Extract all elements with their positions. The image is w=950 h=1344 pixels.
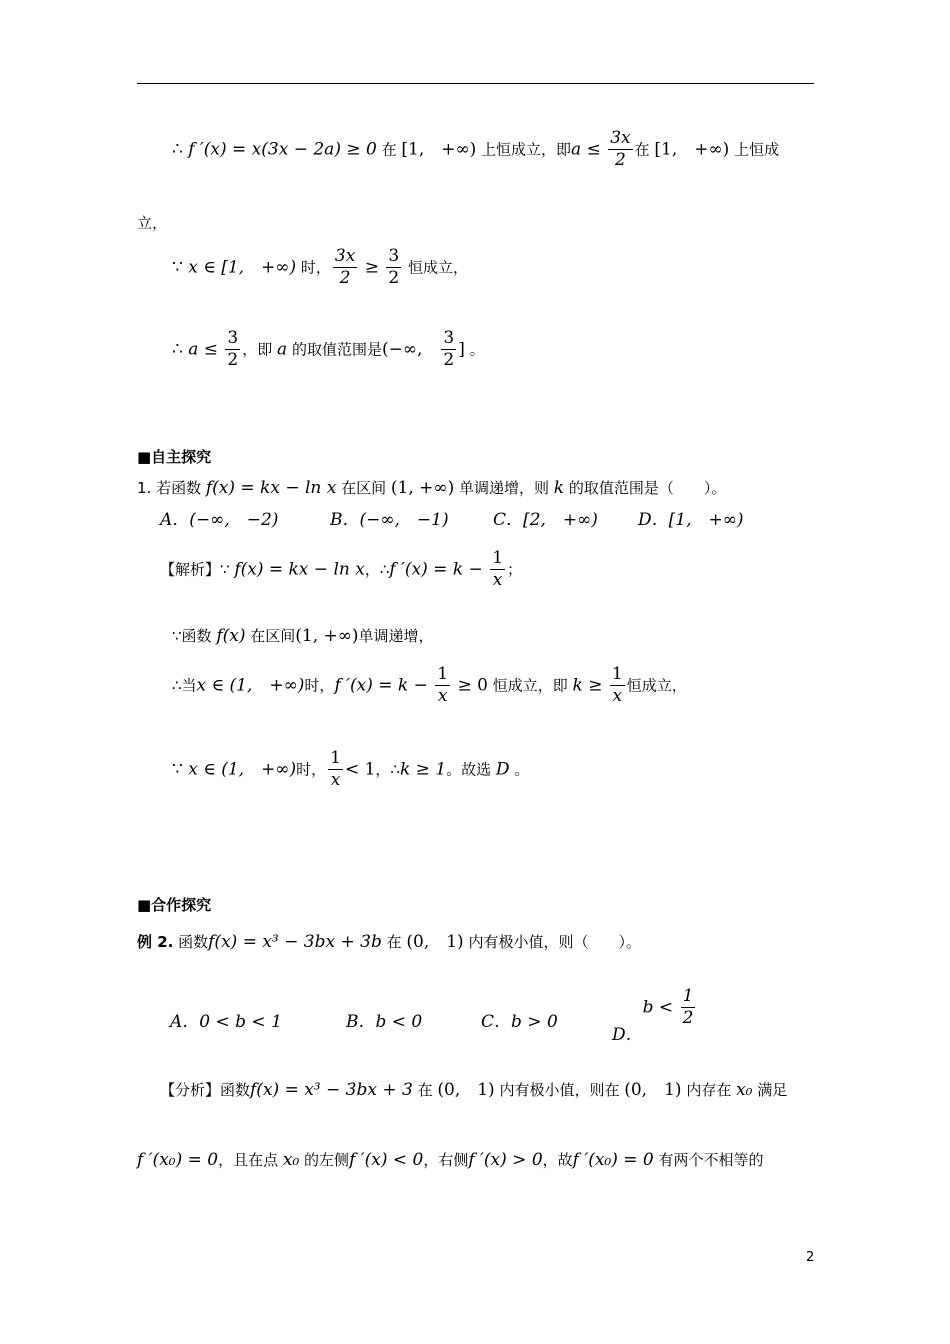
solution-line-2: 立，: [137, 214, 168, 232]
fraction: $\frac{1}{x}$: [492, 548, 504, 591]
section-heading-cooperative-study: ■合作探究: [137, 896, 212, 914]
example-2-options: [170, 986, 770, 1046]
solution-line-1: ∴ f ′(x) = x(3x − 2a) ≥ 0 在 [1, +∞) 上恒成立，即a ≤ $\frac{3x}{2}$ 在 [1, +∞) 上恒成: [172, 128, 780, 171]
fraction: $\frac{1}{2}$: [682, 986, 694, 1029]
option-a: A．0 < b < 1: [170, 1012, 282, 1032]
fraction: $\frac{1}{x}$: [330, 748, 341, 791]
analysis-1-line-2: ∵函数 f(x) 在区间(1, +∞)单调递增，: [172, 626, 434, 646]
option-c: C．b > 0: [481, 1012, 558, 1032]
page-number: 2: [806, 1250, 815, 1265]
option-d: D．[1, +∞): [638, 510, 744, 530]
header-rule: [137, 83, 814, 84]
fraction: $\frac{3}{2}$: [388, 246, 400, 289]
analysis-1-line-4: ∵ x ∈ (1, +∞)时， $\frac{1}{x}$ < 1，∴k ≥ 1。故选 D 。: [172, 748, 530, 791]
example-2-analysis-line-2: f ′(x₀) = 0，且在点 x₀ 的左侧f ′(x) < 0，右侧f ′(x) > 0，故f ′(x₀) = 0 有两个不相等的: [137, 1150, 764, 1170]
section-heading-self-study: ■自主探究: [137, 448, 212, 466]
option-c: C．[2, +∞): [493, 510, 598, 530]
fraction: $\frac{3x}{2}$: [334, 246, 356, 289]
fraction: $\frac{1}{x}$: [611, 664, 623, 707]
solution-line-4: ∴ a ≤ $\frac{3}{2}$ ，即 a 的取值范围是(−∞, $\frac{3}{2}$ ] 。: [172, 328, 485, 371]
fraction: $\frac{1}{x}$: [437, 664, 449, 707]
example-2: 例 2. 函数f(x) = x³ − 3bx + 3b 在 (0, 1) 内有极小值，则（ ）。: [137, 932, 641, 952]
option-b: B．b < 0: [346, 1012, 423, 1032]
option-b: B．(−∞, −1): [330, 510, 449, 530]
question-1: 1. 若函数 f(x) = kx − ln x 在区间 (1, +∞) 单调递增，则 k 的取值范围是（ ）。: [137, 478, 727, 498]
option-d: D．b < $\frac{1}{2}$: [612, 986, 694, 1046]
analysis-1-line-3: ∴当x ∈ (1, +∞)时，f ′(x) = k − $\frac{1}{x}$ ≥ 0 恒成立，即 k ≥ $\frac{1}{x}$ 恒成立，: [172, 664, 687, 707]
fraction: $\frac{3}{2}$: [227, 328, 239, 371]
fraction: $\frac{3}{2}$: [443, 328, 455, 371]
option-a: A．(−∞, −2): [160, 510, 279, 530]
analysis-1-line-1: 【解析】∵ f(x) = kx − ln x，∴f ′(x) = k − $\frac{1}{x}$ ；: [160, 548, 523, 591]
solution-line-3: ∵ x ∈ [1, +∞) 时， $\frac{3x}{2}$ ≥ $\frac{3}{2}$ 恒成立，: [172, 246, 468, 289]
example-2-analysis-line-1: 【分析】函数f(x) = x³ − 3bx + 3 在 (0, 1) 内有极小值，则在 (0, 1) 内存在 x₀ 满足: [160, 1080, 788, 1100]
fraction: $\frac{3x}{2}$: [610, 128, 631, 171]
